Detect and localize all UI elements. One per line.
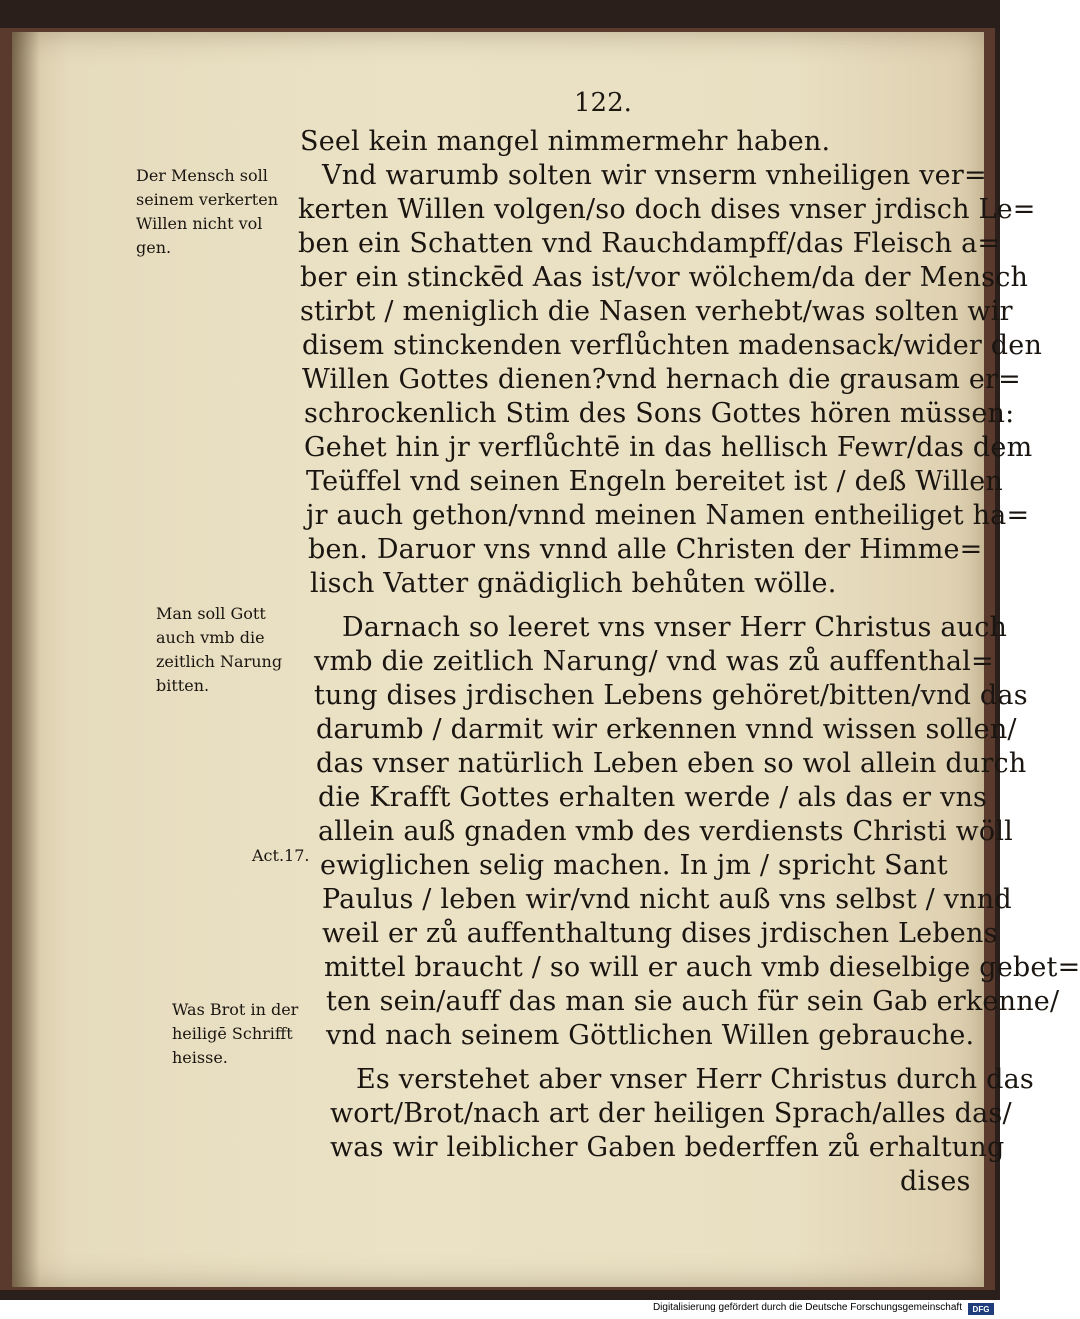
text-line: disem stinckenden verflůchten madensack/wider den xyxy=(302,330,1043,361)
text-line: Teüffel vnd seinen Engeln bereitet ist / deß Willen xyxy=(306,466,1004,497)
footer-credit: Digitalisierung gefördert durch die Deutsche Forschungsgemeinschaft xyxy=(652,1302,962,1313)
text-line: das vnser natürlich Leben eben so wol allein durch xyxy=(316,748,1027,779)
text-line: kerten Willen volgen/so doch dises vnser jrdisch Le= xyxy=(298,194,1036,225)
text-line: stirbt / meniglich die Nasen verhebt/was solten wir xyxy=(300,296,1013,327)
text-line: vmb die zeitlich Narung/ vnd was zů auffenthal= xyxy=(314,646,994,677)
text-line: ber ein stinckēd Aas ist/vor wölchem/da der Mensch xyxy=(300,262,1029,293)
marginal-note-line: Der Mensch soll xyxy=(136,166,268,185)
text-line: vnd nach seinem Göttlichen Willen gebrauche. xyxy=(326,1020,975,1051)
text-line: Seel kein mangel nimmermehr haben. xyxy=(300,126,831,157)
marginal-note-line: heiligē Schrifft xyxy=(172,1024,293,1043)
text-line: tung dises jrdischen Lebens gehöret/bitten/vnd das xyxy=(314,680,1028,711)
text-line: was wir leiblicher Gaben bederffen zů erhaltung xyxy=(330,1132,1005,1163)
text-line: ben. Daruor vns vnnd alle Christen der Himme= xyxy=(308,534,983,565)
text-line: Darnach so leeret vns vnser Herr Christus auch xyxy=(342,612,1008,643)
marginal-note-line: heisse. xyxy=(172,1048,228,1067)
marginal-note-reference: Act.17. xyxy=(252,846,310,865)
text-line: darumb / darmit wir erkennen vnnd wissen sollen/ xyxy=(316,714,1017,745)
text-line: allein auß gnaden vmb des verdiensts Christi wöll xyxy=(318,816,1014,847)
marginal-note-line: auch vmb die xyxy=(156,628,265,647)
text-line: Gehet hin jr verflůchtē in das hellisch Fewr/das dem xyxy=(304,432,1033,463)
text-line: lisch Vatter gnädiglich behůten wölle. xyxy=(310,568,837,599)
text-line: Vnd warumb solten wir vnserm vnheiligen ver= xyxy=(322,160,987,191)
text-line: weil er zů auffenthaltung dises jrdischen Lebens xyxy=(322,918,998,949)
text-line: Willen Gottes dienen?vnd hernach die grausam er= xyxy=(302,364,1021,395)
text-line: die Krafft Gottes erhalten werde / als das er vns xyxy=(318,782,988,813)
catchword: dises xyxy=(900,1166,971,1197)
footer-bar xyxy=(0,1300,1000,1319)
marginal-note-line: Man soll Gott xyxy=(156,604,266,623)
marginal-note-line: gen. xyxy=(136,238,172,257)
text-line: Paulus / leben wir/vnd nicht auß vns selbst / vnnd xyxy=(322,884,1012,915)
text-line: mittel braucht / so will er auch vmb dieselbige gebet= xyxy=(324,952,1080,983)
text-line: Es verstehet aber vnser Herr Christus durch das xyxy=(356,1064,1034,1095)
text-line: ewiglichen selig machen. In jm / spricht Sant xyxy=(320,850,948,881)
text-line: jr auch gethon/vnnd meinen Namen entheiliget ha= xyxy=(306,500,1030,531)
marginal-note-line: Was Brot in der xyxy=(172,1000,299,1019)
page-gutter-shadow xyxy=(12,32,40,1287)
dfg-logo: DFG xyxy=(968,1303,994,1315)
text-line: wort/Brot/nach art der heiligen Sprach/alles das/ xyxy=(330,1098,1012,1129)
page-number: 122. xyxy=(574,88,632,118)
marginal-note-line: seinem verkerten xyxy=(136,190,278,209)
text-line: schrockenlich Stim des Sons Gottes hören müssen: xyxy=(304,398,1015,429)
marginal-note-line: bitten. xyxy=(156,676,210,695)
text-line: ten sein/auff das man sie auch für sein Gab erkenne/ xyxy=(326,986,1060,1017)
marginal-note-line: Willen nicht vol xyxy=(136,214,263,233)
marginal-note-line: zeitlich Narung xyxy=(156,652,283,671)
text-line: ben ein Schatten vnd Rauchdampff/das Fleisch a= xyxy=(298,228,1001,259)
